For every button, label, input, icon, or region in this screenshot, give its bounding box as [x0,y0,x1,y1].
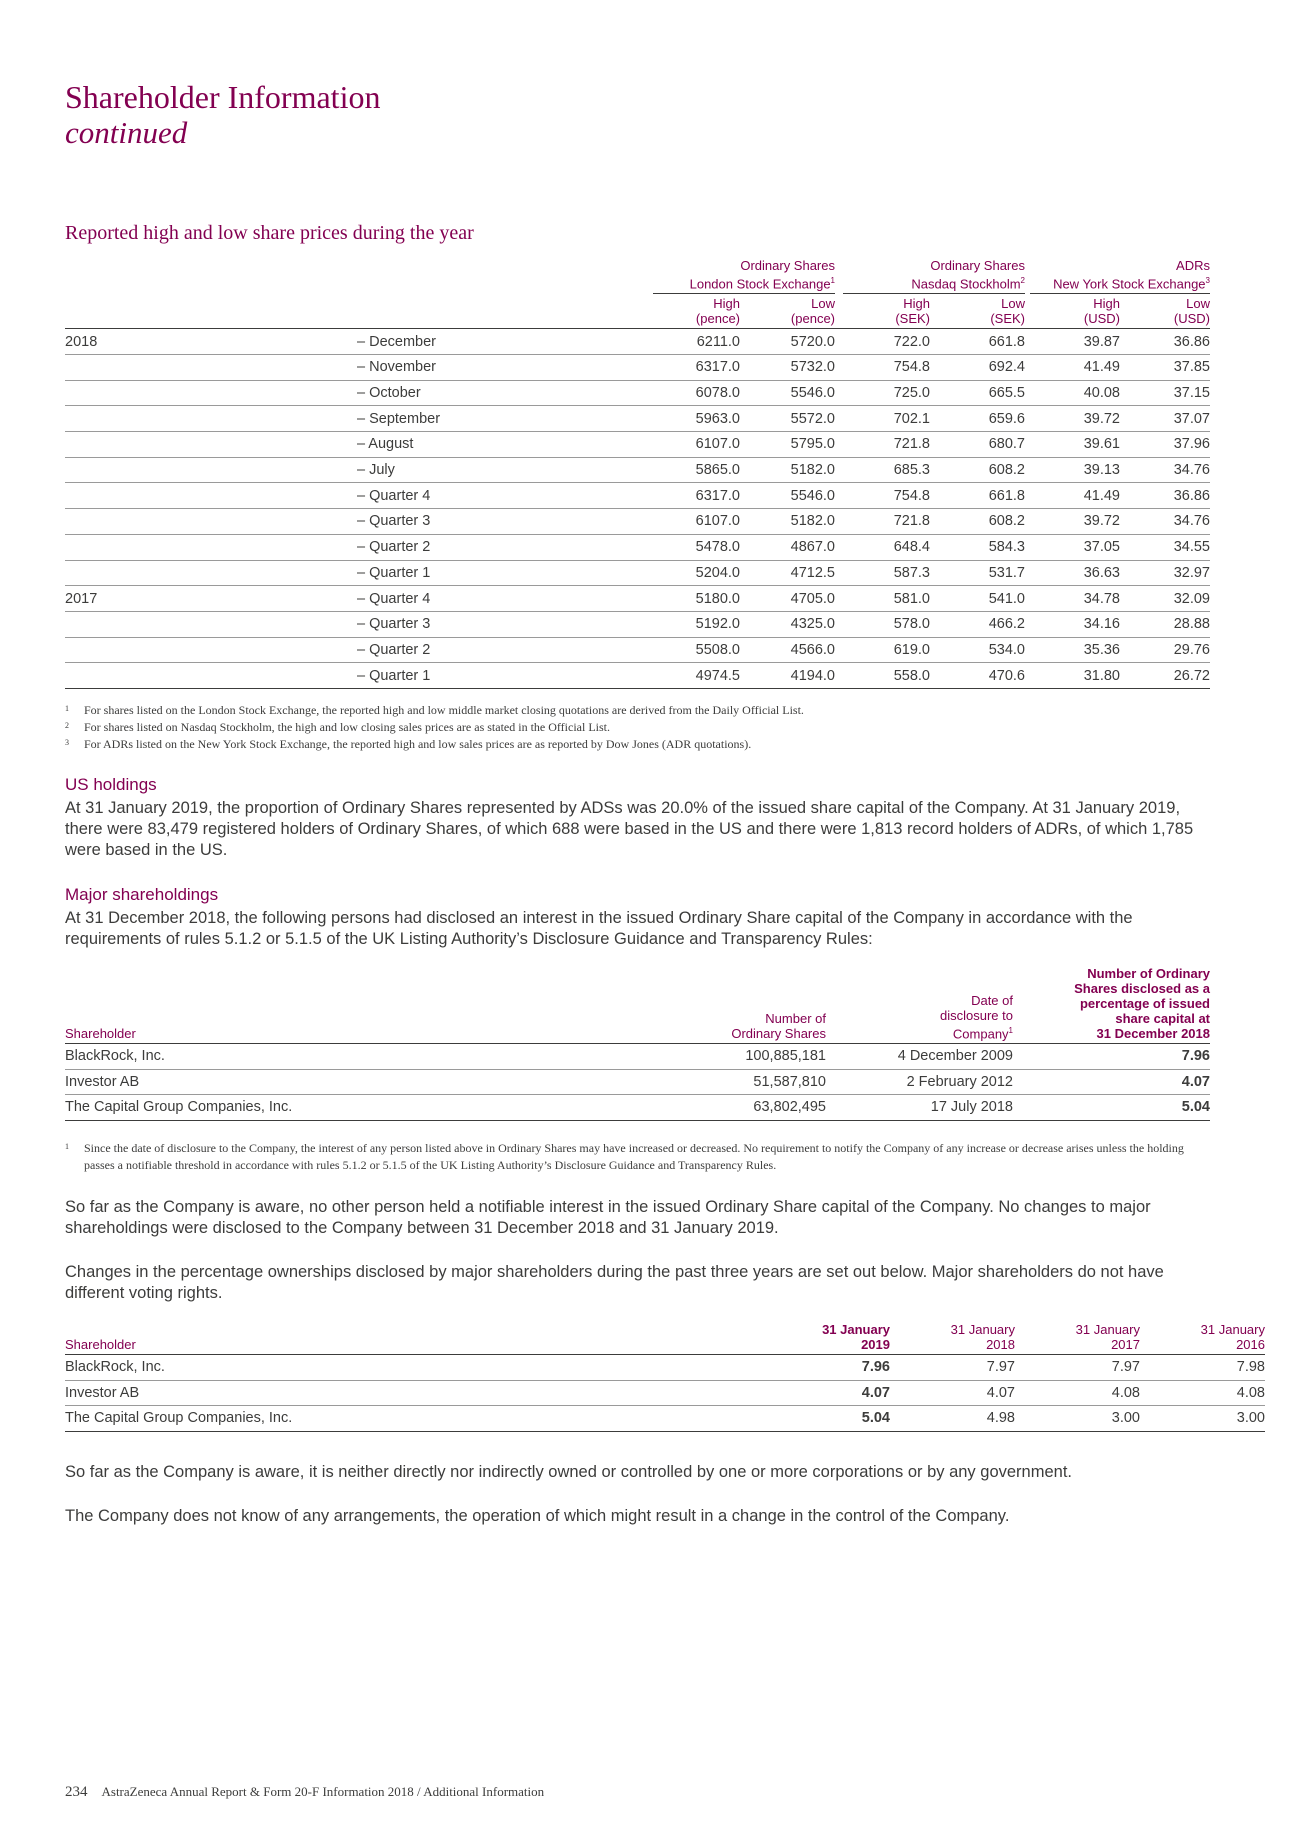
price-cell: 702.1 [835,406,930,432]
page-footer [65,1784,544,1801]
price-cell: 34.78 [1025,586,1120,612]
year-cell [65,534,357,560]
price-cell: 4194.0 [740,663,835,689]
period-cell: – September [357,406,645,432]
table-row: Investor AB 51,587,810 2 February 2012 4.07 [65,1069,1210,1095]
page-subtitle: continued [65,115,188,150]
year-cell [65,406,357,432]
period-cell: – August [357,432,645,458]
major-holdings-footnote: 1 Since the date of disclosure to the Company, the interest of any person listed above in Ordinary Shares may have increased or decreased. No requirement to notify the Company of any increase or decrease arises unless the holding passes a notifiable threshold in accordance with rules 5.1.2 or 5.1.5 of the UK Listing Authority’s Disclosure Guidance and Transparency Rules. [65,1141,1184,1172]
table-row: BlackRock, Inc. 100,885,181 4 December 2009 7.96 [65,1044,1210,1070]
price-cell: 40.08 [1025,380,1120,406]
table-row [65,380,1210,406]
price-cell: 36.63 [1025,560,1120,586]
price-cell: 722.0 [835,329,930,355]
price-cell: 587.3 [835,560,930,586]
price-cell: 661.8 [930,483,1025,509]
table-row [65,355,1210,381]
share-prices-table [65,258,1210,689]
price-cell: 4867.0 [740,534,835,560]
price-cell: 34.76 [1120,457,1210,483]
table-row [65,329,1210,355]
price-cell: 5720.0 [740,329,835,355]
price-cell: 37.85 [1120,355,1210,381]
price-cell: 6211.0 [645,329,740,355]
period-cell: – Quarter 2 [357,637,645,663]
period-cell: – Quarter 4 [357,586,645,612]
column-header: Low (SEK) [930,296,1025,329]
price-cell: 37.96 [1120,432,1210,458]
closing-para-2: The Company does not know of any arrangements, the operation of which might result in a change in the control of the Company. [65,1507,1010,1525]
price-cell: 725.0 [835,380,930,406]
price-cell: 34.55 [1120,534,1210,560]
price-cell: 39.13 [1025,457,1120,483]
table-row [65,611,1210,637]
col-shareholder: Shareholder [65,966,565,1044]
price-cell: 680.7 [930,432,1025,458]
price-cell: 4712.5 [740,560,835,586]
col-2017: 31 January 2017 [1015,1322,1140,1355]
year-cell [65,637,357,663]
period-cell: – Quarter 1 [357,560,645,586]
price-cell: 6107.0 [645,432,740,458]
price-cell: 34.76 [1120,509,1210,535]
year-cell [65,663,357,689]
price-cell: 692.4 [930,355,1025,381]
price-cell: 5795.0 [740,432,835,458]
column-header: High (USD) [1025,296,1120,329]
price-cell: 5182.0 [740,509,835,535]
price-cell: 619.0 [835,637,930,663]
us-holdings-heading: US holdings [65,775,157,794]
group-header-lse: Ordinary Shares London Stock Exchange$^1$ [645,258,835,296]
major-shareholdings-intro: At 31 December 2018, the following persons had disclosed an interest in the issued Ordinary Share capital of the Company in accordance with the requirements of rules 5.1.2 or 5.1.5 of the UK Listing Authority’s Disclosure Guidance and Transparency Rules: [65,909,1133,948]
price-cell: 5204.0 [645,560,740,586]
major-holdings-para-1: So far as the Company is aware, no other person held a notifiable interest in the issued Ordinary Share capital of the Company. No changes to major shareholdings were disclosed to the Company between 31 December 2018 and 31 January 2019. [65,1198,1151,1237]
period-cell: – Quarter 1 [357,663,645,689]
price-cell: 5865.0 [645,457,740,483]
price-cell: 5572.0 [740,406,835,432]
price-cell: 6078.0 [645,380,740,406]
major-holdings-para-2: Changes in the percentage ownerships disclosed by major shareholders during the past three years are set out below. Major shareholders do not have different voting rights. [65,1263,1164,1302]
footnote-1: 1 For shares listed on the London Stock Exchange, the reported high and low middle market closing quotations are derived from the Daily Official List. [65,703,804,717]
period-cell: – July [357,457,645,483]
year-cell: 2018 [65,329,357,355]
table-row: The Capital Group Companies, Inc. 63,802,495 17 July 2018 5.04 [65,1095,1210,1121]
price-cell: 6107.0 [645,509,740,535]
price-cell: 608.2 [930,457,1025,483]
price-cell: 721.8 [835,432,930,458]
price-cell: 531.7 [930,560,1025,586]
price-cell: 578.0 [835,611,930,637]
table-row [65,534,1210,560]
share-prices-footnotes [65,702,1215,753]
price-cell: 5478.0 [645,534,740,560]
year-cell: 2017 [65,586,357,612]
year-cell [65,483,357,509]
closing-para-1: So far as the Company is aware, it is neither directly nor indirectly owned or controlled by one or more corporations or by any government. [65,1463,1072,1481]
period-cell: – Quarter 3 [357,611,645,637]
price-cell: 558.0 [835,663,930,689]
page-number: 234 [65,1784,88,1800]
group-header-nyse: ADRs New York Stock Exchange$^3$ [1025,258,1210,296]
price-cell: 6317.0 [645,483,740,509]
footnote-3: 3 For ADRs listed on the New York Stock Exchange, the reported high and low sales prices are as reported by Dow Jones (ADR quotations). [65,737,752,751]
year-cell [65,380,357,406]
price-cell: 5732.0 [740,355,835,381]
col-percentage: Number of Ordinary Shares disclosed as a percentage of issued share capital at 31 December 2018 [1013,966,1210,1044]
price-cell: 28.88 [1120,611,1210,637]
col-shareholder: Shareholder [65,1322,765,1355]
price-cell: 39.72 [1025,509,1120,535]
price-cell: 754.8 [835,483,930,509]
price-cell: 721.8 [835,509,930,535]
price-cell: 5192.0 [645,611,740,637]
col-disclosure-date: Date of disclosure to Company$^1$ [826,966,1013,1044]
period-cell: – Quarter 3 [357,509,645,535]
price-cell: 26.72 [1120,663,1210,689]
price-cell: 541.0 [930,586,1025,612]
price-cell: 37.05 [1025,534,1120,560]
major-shareholdings-heading: Major shareholdings [65,885,219,904]
table-row [65,432,1210,458]
price-cell: 4705.0 [740,586,835,612]
ownership-changes-table [65,1322,1265,1432]
table-row [65,509,1210,535]
price-cell: 661.8 [930,329,1025,355]
year-cell [65,560,357,586]
table-row [65,637,1210,663]
price-cell: 648.4 [835,534,930,560]
price-cell: 39.87 [1025,329,1120,355]
price-cell: 5180.0 [645,586,740,612]
footer-text: AstraZeneca Annual Report & Form 20-F Information 2018 / Additional Information [101,1784,545,1799]
price-cell: 470.6 [930,663,1025,689]
price-cell: 608.2 [930,509,1025,535]
column-header: Low (USD) [1120,296,1210,329]
price-cell: 5546.0 [740,380,835,406]
table-row: BlackRock, Inc. 7.96 7.97 7.97 7.98 [65,1355,1265,1381]
price-cell: 36.86 [1120,329,1210,355]
period-cell: – December [357,329,645,355]
price-cell: 34.16 [1025,611,1120,637]
price-cell: 41.49 [1025,483,1120,509]
column-header: High (pence) [645,296,740,329]
period-cell: – November [357,355,645,381]
column-header: High (SEK) [835,296,930,329]
period-cell: – Quarter 2 [357,534,645,560]
price-cell: 31.80 [1025,663,1120,689]
col-2018: 31 January 2018 [890,1322,1015,1355]
col-number-shares: Number of Ordinary Shares [565,966,826,1044]
table-row [65,560,1210,586]
price-cell: 659.6 [930,406,1025,432]
year-cell [65,355,357,381]
price-cell: 37.15 [1120,380,1210,406]
year-cell [65,509,357,535]
period-cell: – October [357,380,645,406]
price-cell: 4566.0 [740,637,835,663]
price-cell: 534.0 [930,637,1025,663]
price-cell: 581.0 [835,586,930,612]
table-row [65,483,1210,509]
price-cell: 32.97 [1120,560,1210,586]
price-cell: 5182.0 [740,457,835,483]
year-cell [65,432,357,458]
price-cell: 29.76 [1120,637,1210,663]
us-holdings-text: At 31 January 2019, the proportion of Ordinary Shares represented by ADSs was 20.0% of the issued share capital of the Company. At 31 January 2019, there were 83,479 registered holders of Ordinary Shares, of which 688 were based in the US and there were 1,813 record holders of ADRs, of which 1,785 were based in the US. [65,799,1194,859]
footnote-2: 2 For shares listed on Nasdaq Stockholm, the high and low closing sales prices are as stated in the Official List. [65,720,611,734]
price-cell: 5546.0 [740,483,835,509]
group-header-nasdaq: Ordinary Shares Nasdaq Stockholm$^2$ [835,258,1025,296]
share-prices-heading: Reported high and low share prices during the year [65,222,474,244]
table-row [65,457,1210,483]
major-holdings-table [65,966,1210,1121]
price-cell: 4325.0 [740,611,835,637]
column-header: Low (pence) [740,296,835,329]
price-cell: 584.3 [930,534,1025,560]
price-cell: 39.61 [1025,432,1120,458]
table-row [65,586,1210,612]
table-row: The Capital Group Companies, Inc. 5.04 4.98 3.00 3.00 [65,1406,1265,1432]
price-cell: 5508.0 [645,637,740,663]
col-2016: 31 January 2016 [1140,1322,1265,1355]
page-title: Shareholder Information [65,79,381,115]
price-cell: 37.07 [1120,406,1210,432]
price-cell: 35.36 [1025,637,1120,663]
price-cell: 466.2 [930,611,1025,637]
year-cell [65,611,357,637]
price-cell: 665.5 [930,380,1025,406]
price-cell: 36.86 [1120,483,1210,509]
price-cell: 4974.5 [645,663,740,689]
price-cell: 754.8 [835,355,930,381]
period-cell: – Quarter 4 [357,483,645,509]
price-cell: 6317.0 [645,355,740,381]
price-cell: 685.3 [835,457,930,483]
price-cell: 5963.0 [645,406,740,432]
table-row [65,663,1210,689]
table-row [65,406,1210,432]
table-row: Investor AB 4.07 4.07 4.08 4.08 [65,1380,1265,1406]
col-2019: 31 January 2019 [765,1322,890,1355]
price-cell: 41.49 [1025,355,1120,381]
price-cell: 39.72 [1025,406,1120,432]
price-cell: 32.09 [1120,586,1210,612]
year-cell [65,457,357,483]
